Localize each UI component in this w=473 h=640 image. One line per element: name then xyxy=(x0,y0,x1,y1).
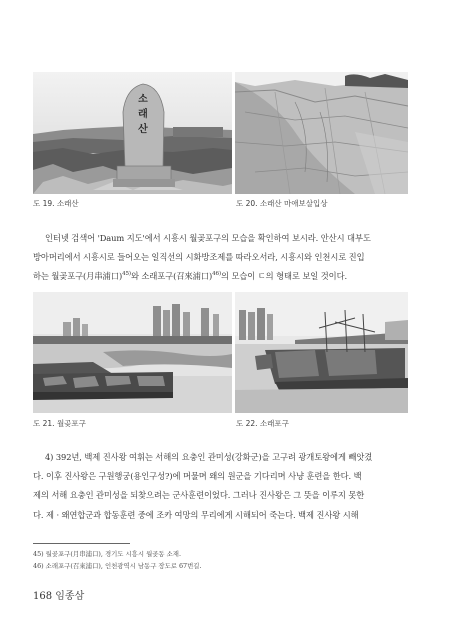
line-3-part-c: 의 모습이 ㄷ의 형태로 보일 것이다. xyxy=(221,271,348,282)
footnote-45: 45) 월곶포구(月串浦口), 경기도 시흥시 월곶동 소재. xyxy=(33,550,181,558)
figure-19-photo xyxy=(33,72,232,194)
paragraph-2-line-2: 다. 이후 진사왕은 구원행궁(용인구성?)에 머물며 왜의 원군을 기다리며 사냥 훈련을 한다. 백 xyxy=(33,471,362,482)
figure-20-photo xyxy=(235,72,408,194)
paragraph-1 xyxy=(33,229,445,287)
paragraph-2-line-3: 제의 서해 요충인 관미성을 되찾으려는 군사훈련이었다. 그러나 진사왕은 그 뜻을 이루지 못한 xyxy=(33,490,365,501)
figure-20-caption: 도 20. 소래산 마애보살입상 xyxy=(236,199,328,208)
line-3-part-b: 와 소래포구(召來浦口) xyxy=(130,271,213,282)
footnote-rule xyxy=(33,543,130,544)
paragraph-2 xyxy=(33,448,445,525)
figure-19-caption: 도 19. 소래산 xyxy=(33,199,79,208)
figure-22-photo xyxy=(235,292,408,413)
page-folio: 168 임종삼 xyxy=(33,591,85,602)
footnote-46: 46) 소래포구(召來浦口), 인천광역시 남동구 장도로 67번길. xyxy=(33,562,202,570)
paragraph-1-line-1: 인터넷 검색어 'Daum 지도'에서 시흥시 월곶포구의 모습을 확인하여 보시라. 안산시 대부도 xyxy=(45,233,371,243)
paragraph-2-line-1: 4) 392년, 백제 진사왕 여휘는 서해의 요충인 관미성(강화군)을 고구려 광개토왕에게 빼앗겼 xyxy=(45,452,373,462)
figure-21-caption: 도 21. 월곶포구 xyxy=(33,419,86,428)
footnote-ref-45: 45) xyxy=(122,271,131,278)
figure-21-photo xyxy=(33,292,232,413)
footnote-ref-46: 46) xyxy=(212,271,221,278)
stone-marker-text: 소래산 xyxy=(138,94,148,135)
paragraph-2-line-4: 다. 제 · 왜연합군과 합동훈련 중에 조카 여망의 무리에게 시해되어 죽는다. 백제 진사왕 시해 xyxy=(33,509,359,520)
figure-22-caption: 도 22. 소래포구 xyxy=(236,419,289,428)
paragraph-1-line-2: 방아머리에서 시흥시로 들어오는 일직선의 시화방조제를 따라오서라, 시흥시와 인천시로 진입 xyxy=(33,252,365,263)
line-3-part-a: 하는 월곶포구(月串浦口) xyxy=(33,271,123,282)
paragraph-1-line-3 xyxy=(33,267,445,286)
